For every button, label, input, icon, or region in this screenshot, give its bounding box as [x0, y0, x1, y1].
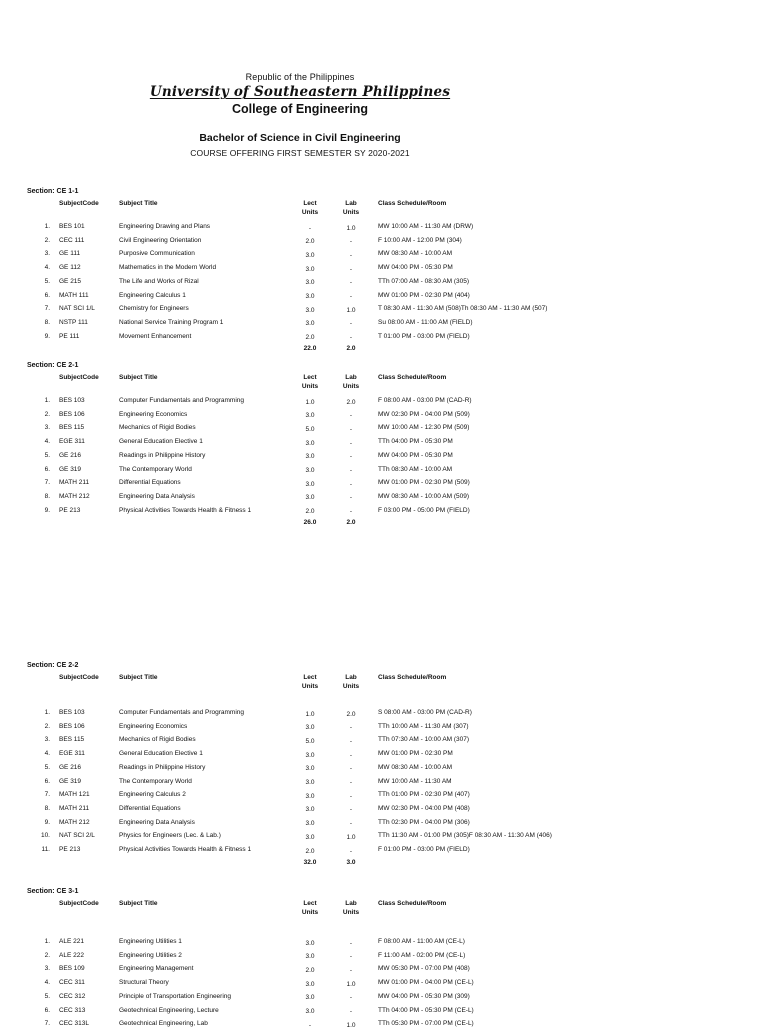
lecture-units: 3.0 — [305, 480, 315, 488]
subject-code: GE 319 — [59, 465, 82, 473]
subject-code: GE 111 — [59, 250, 81, 258]
course-row — [0, 250, 768, 263]
header-lect-units: Lect — [303, 200, 317, 207]
lab-units: 2.0 — [346, 398, 356, 406]
document-header — [0, 72, 600, 158]
lecture-units: 1.0 — [305, 398, 315, 406]
row-number: 11. — [41, 846, 50, 853]
header-schedule: Class Schedule/Room — [378, 900, 447, 907]
subject-code: MATH 111 — [59, 291, 89, 299]
class-schedule: F 11:00 AM - 02:00 PM (CE-L) — [378, 951, 466, 959]
total-lecture-units: 22.0 — [303, 345, 317, 353]
row-number: 5. — [44, 763, 50, 771]
lab-units: - — [349, 724, 353, 732]
lecture-units: 3.0 — [305, 265, 315, 273]
row-number: 8. — [44, 492, 50, 500]
header-lect-units-2: Units — [301, 209, 319, 216]
row-number: 2. — [44, 410, 50, 418]
class-schedule: F 03:00 PM - 05:00 PM (FIELD) — [378, 506, 470, 514]
course-row — [0, 832, 768, 845]
lecture-units: 3.0 — [305, 439, 315, 447]
row-number: 4. — [44, 750, 50, 758]
lab-units: 1.0 — [346, 980, 356, 988]
header-lab-units: Lab — [345, 200, 357, 207]
lab-units: 1.0 — [346, 833, 356, 841]
total-lab-units: 2.0 — [346, 345, 356, 353]
subject-code: PE 111 — [59, 332, 80, 340]
lab-units: 1.0 — [346, 1021, 356, 1029]
row-number: 7. — [44, 305, 50, 313]
subject-code: EGE 311 — [59, 750, 85, 758]
subject-title: Mechanics of Rigid Bodies — [119, 424, 196, 432]
subject-title: Structural Theory — [119, 979, 169, 987]
row-number: 5. — [44, 451, 50, 459]
subject-code: ALE 221 — [59, 938, 84, 945]
course-row — [0, 965, 768, 978]
course-row — [0, 952, 768, 965]
row-number: 2. — [44, 951, 50, 959]
total-lecture-units: 26.0 — [303, 519, 317, 527]
total-lab-units: 3.0 — [346, 858, 356, 866]
course-row — [0, 805, 768, 818]
lecture-units: 2.0 — [305, 847, 315, 855]
lecture-units: 3.0 — [305, 1008, 315, 1015]
class-schedule: MW 08:30 AM - 10:00 AM — [378, 763, 453, 771]
subject-title: Engineering Utilities 2 — [119, 951, 182, 959]
subject-code: NAT SCI 2/L — [59, 832, 95, 840]
row-number: 1. — [44, 709, 50, 716]
lab-units: - — [349, 779, 353, 786]
subject-title: Geotechnical Engineering, Lab — [119, 1020, 208, 1028]
lecture-units: 2.0 — [305, 238, 315, 246]
header-lab-units-2: Units — [342, 909, 360, 916]
class-schedule: Su 08:00 AM - 11:00 AM (FIELD) — [378, 318, 473, 326]
course-row — [0, 709, 768, 722]
subject-title: Differential Equations — [119, 479, 181, 487]
subject-title: General Education Elective 1 — [119, 438, 203, 446]
lecture-units: 3.0 — [305, 412, 315, 420]
subject-title: Engineering Economics — [119, 410, 188, 418]
header-subject-title: Subject Title — [119, 900, 158, 907]
lecture-units: 3.0 — [305, 306, 315, 314]
total-lab-units: 2.0 — [346, 519, 356, 527]
class-schedule: TTh 02:30 PM - 04:00 PM (306) — [378, 818, 470, 826]
class-schedule: T 01:00 PM - 03:00 PM (FIELD) — [378, 332, 470, 340]
subject-code: CEC 111 — [59, 236, 85, 244]
lecture-units: 3.0 — [305, 953, 315, 961]
lab-units: - — [349, 751, 353, 759]
course-row — [0, 846, 768, 859]
lecture-units: 3.0 — [305, 980, 315, 988]
subject-code: GE 215 — [59, 277, 82, 285]
subject-title: Engineering Utilities 1 — [119, 938, 182, 945]
lecture-units: 3.0 — [305, 494, 315, 502]
totals-row — [0, 859, 768, 872]
university-name: University of Southeastern Philippines — [149, 84, 451, 100]
lecture-units: 3.0 — [305, 453, 315, 461]
class-schedule: MW 04:00 PM - 05:30 PM — [378, 264, 453, 272]
lecture-units: 3.0 — [305, 765, 315, 773]
course-row — [0, 305, 768, 318]
course-row — [0, 333, 768, 346]
lecture-units: 2.0 — [305, 966, 315, 974]
subject-title: Differential Equations — [119, 804, 181, 812]
lecture-units: 3.0 — [305, 751, 315, 759]
lab-units: - — [349, 265, 353, 273]
subject-code: CEC 313 — [59, 1006, 86, 1014]
row-number: 10. — [40, 832, 50, 840]
row-number: 8. — [44, 318, 50, 326]
class-schedule: MW 04:00 PM - 05:30 PM (309) — [378, 992, 470, 1000]
row-number: 7. — [44, 791, 50, 799]
course-row — [0, 223, 768, 236]
class-schedule: S 08:00 AM - 03:00 PM (CAD-R) — [378, 709, 472, 716]
header-lab-units-2: Units — [342, 383, 360, 390]
class-schedule: MW 01:00 PM - 02:30 PM (404) — [378, 291, 470, 299]
course-row — [0, 452, 768, 465]
subject-title: Mathematics in the Modern World — [119, 264, 217, 272]
row-number: 1. — [44, 223, 50, 230]
course-row — [0, 723, 768, 736]
subject-code: MATH 212 — [59, 492, 90, 500]
subject-title: Movement Enhancement — [119, 332, 192, 340]
row-number: 6. — [44, 1006, 50, 1014]
subject-title: Physical Activities Towards Health & Fitness 1 — [119, 506, 252, 514]
lecture-units: 3.0 — [305, 806, 315, 814]
class-schedule: T 08:30 AM - 11:30 AM (508)Th 08:30 AM - 11:30 AM (507) — [378, 305, 548, 313]
course-row — [0, 1020, 768, 1033]
lecture-units: - — [308, 224, 312, 232]
lecture-units: 3.0 — [305, 724, 315, 732]
lab-units: - — [349, 820, 353, 828]
course-row — [0, 479, 768, 492]
subject-code: PE 213 — [59, 506, 81, 514]
lab-units: - — [349, 765, 353, 773]
subject-title: Engineering Drawing and Plans — [119, 223, 211, 230]
row-number: 5. — [44, 277, 50, 285]
course-row — [0, 507, 768, 520]
class-schedule: TTh 04:00 PM - 05:30 PM (CE-L) — [378, 1006, 474, 1014]
lab-units: - — [349, 467, 353, 474]
lecture-units: 3.0 — [305, 792, 315, 800]
course-row — [0, 264, 768, 277]
class-schedule: MW 10:00 AM - 12:30 PM (509) — [378, 424, 470, 432]
lab-units: - — [349, 939, 353, 947]
header-schedule: Class Schedule/Room — [378, 374, 447, 381]
course-row — [0, 819, 768, 832]
header-lect-units: Lect — [303, 374, 317, 381]
subject-title: The Contemporary World — [119, 777, 192, 785]
subject-title: Principle of Transportation Engineering — [119, 992, 232, 1000]
lecture-units: 3.0 — [305, 279, 315, 287]
lab-units: - — [349, 508, 353, 516]
subject-code: NAT SCI 1/L — [59, 305, 95, 313]
subject-title: Engineering Economics — [119, 722, 188, 730]
subject-code: BES 115 — [59, 424, 85, 432]
lab-units: - — [349, 737, 353, 745]
subject-title: Civil Engineering Orientation — [119, 236, 202, 244]
subject-title: Computer Fundamentals and Programming — [119, 709, 245, 716]
program-name: Bachelor of Science in Civil Engineering — [199, 132, 401, 144]
header-lect-units-2: Units — [301, 909, 319, 916]
header-subject-code: SubjectCode — [59, 900, 99, 907]
lecture-units: 3.0 — [305, 467, 315, 474]
lab-units: - — [349, 439, 353, 447]
class-schedule: TTh 04:00 PM - 05:30 PM — [378, 438, 453, 446]
header-lab-units-2: Units — [342, 209, 360, 216]
lecture-units: - — [308, 1021, 312, 1029]
course-row — [0, 993, 768, 1006]
header-subject-code: SubjectCode — [59, 200, 99, 207]
lab-units: - — [349, 994, 353, 1002]
subject-code: BES 106 — [59, 722, 85, 730]
class-schedule: MW 01:00 PM - 02:30 PM (509) — [378, 479, 470, 487]
lecture-units: 3.0 — [305, 779, 315, 786]
course-row — [0, 1007, 768, 1020]
subject-code: EGE 311 — [59, 438, 85, 446]
subject-code: GE 216 — [59, 763, 82, 771]
course-row — [0, 791, 768, 804]
lab-units: - — [349, 966, 353, 974]
section-title: Section: CE 2-1 — [27, 362, 79, 369]
subject-code: GE 319 — [59, 777, 82, 785]
lecture-units: 3.0 — [305, 320, 315, 328]
header-schedule: Class Schedule/Room — [378, 200, 447, 207]
subject-code: PE 213 — [59, 846, 81, 853]
class-schedule: MW 08:30 AM - 10:00 AM — [378, 250, 453, 258]
class-schedule: TTh 08:30 AM - 10:00 AM — [378, 465, 453, 473]
header-lab-units-2: Units — [342, 683, 360, 690]
lab-units: - — [349, 953, 353, 961]
subject-title: Chemistry for Engineers — [119, 305, 189, 313]
class-schedule: MW 05:30 PM - 07:00 PM (408) — [378, 965, 470, 973]
class-schedule: TTh 01:00 PM - 02:30 PM (407) — [378, 791, 470, 799]
lab-units: - — [349, 425, 353, 433]
row-number: 3. — [44, 965, 50, 973]
header-subject-code: SubjectCode — [59, 674, 99, 681]
lecture-units: 3.0 — [305, 939, 315, 947]
course-row — [0, 938, 768, 951]
lecture-units: 5.0 — [305, 425, 315, 433]
lab-units: - — [349, 847, 353, 855]
totals-row — [0, 519, 768, 532]
class-schedule: F 08:00 AM - 11:00 AM (CE-L) — [378, 938, 465, 945]
row-number: 9. — [44, 506, 50, 514]
row-number: 2. — [44, 236, 50, 244]
subject-code: BES 103 — [59, 709, 85, 716]
lab-units: - — [349, 806, 353, 814]
subject-title: Engineering Calculus 1 — [119, 291, 186, 299]
course-row — [0, 397, 768, 410]
row-number: 6. — [44, 291, 50, 299]
subject-title: Physical Activities Towards Health & Fitness 1 — [119, 846, 252, 853]
subject-code: MATH 121 — [59, 791, 90, 799]
class-schedule: MW 02:30 PM - 04:00 PM (408) — [378, 804, 470, 812]
lab-units: - — [349, 480, 353, 488]
subject-title: The Life and Works of Rizal — [119, 277, 199, 285]
total-lecture-units: 32.0 — [303, 858, 317, 866]
course-row — [0, 466, 768, 479]
row-number: 2. — [44, 722, 50, 730]
class-schedule: F 08:00 AM - 03:00 PM (CAD-R) — [378, 397, 472, 404]
subject-title: The Contemporary World — [119, 465, 192, 473]
subject-code: MATH 211 — [59, 479, 90, 487]
subject-code: BES 109 — [59, 965, 85, 973]
subject-title: National Service Training Program 1 — [119, 318, 224, 326]
lecture-units: 3.0 — [305, 293, 315, 300]
lecture-units: 3.0 — [305, 820, 315, 828]
subject-title: Mechanics of Rigid Bodies — [119, 736, 196, 744]
lecture-units: 3.0 — [305, 251, 315, 259]
subject-title: Readings in Philippine History — [119, 451, 206, 459]
lecture-units: 1.0 — [305, 710, 315, 718]
course-row — [0, 237, 768, 250]
header-subject-code: SubjectCode — [59, 374, 99, 381]
subject-code: NSTP 111 — [59, 318, 88, 326]
subject-code: CEC 313L — [59, 1020, 89, 1028]
row-number: 3. — [44, 250, 50, 258]
section-title: Section: CE 3-1 — [27, 888, 79, 895]
lecture-units: 3.0 — [305, 833, 315, 841]
class-schedule: F 10:00 AM - 12:00 PM (304) — [378, 236, 462, 244]
class-schedule: MW 04:00 PM - 05:30 PM — [378, 451, 453, 459]
row-number: 6. — [44, 777, 50, 785]
row-number: 9. — [44, 332, 50, 340]
row-number: 4. — [44, 979, 50, 987]
totals-row — [0, 345, 768, 358]
lab-units: 1.0 — [346, 306, 356, 314]
lecture-units: 2.0 — [305, 508, 315, 516]
row-number: 5. — [44, 992, 50, 1000]
republic-line: Republic of the Philippines — [245, 72, 355, 82]
class-schedule: TTh 11:30 AM - 01:00 PM (305)F 08:30 AM - 11:30 AM (406) — [378, 832, 552, 840]
course-row — [0, 292, 768, 305]
lab-units: - — [349, 320, 353, 328]
row-number: 7. — [44, 1020, 50, 1028]
row-number: 9. — [44, 818, 50, 826]
class-schedule: MW 01:00 PM - 02:30 PM — [378, 750, 453, 758]
subject-title: Purposive Communication — [119, 250, 195, 258]
lecture-units: 3.0 — [305, 994, 315, 1002]
lecture-units: 2.0 — [305, 334, 315, 342]
subject-title: Engineering Calculus 2 — [119, 791, 186, 799]
lecture-units: 5.0 — [305, 737, 315, 745]
class-schedule: MW 02:30 PM - 04:00 PM (509) — [378, 410, 470, 418]
header-lect-units-2: Units — [301, 683, 319, 690]
header-subject-title: Subject Title — [119, 200, 158, 207]
class-schedule: MW 08:30 AM - 10:00 AM (509) — [378, 492, 470, 500]
header-subject-title: Subject Title — [119, 374, 158, 381]
subject-code: ALE 222 — [59, 951, 84, 959]
subject-title: Computer Fundamentals and Programming — [119, 397, 245, 404]
course-row — [0, 438, 768, 451]
header-lab-units: Lab — [345, 900, 357, 907]
lab-units: - — [349, 293, 353, 300]
row-number: 7. — [44, 479, 50, 487]
class-schedule: MW 01:00 PM - 04:00 PM (CE-L) — [378, 979, 474, 987]
course-row — [0, 411, 768, 424]
lab-units: - — [349, 494, 353, 502]
subject-code: GE 112 — [59, 264, 81, 272]
header-lect-units-2: Units — [301, 383, 319, 390]
subject-title: Engineering Data Analysis — [119, 818, 195, 826]
subject-code: BES 103 — [59, 397, 85, 404]
row-number: 4. — [44, 264, 50, 272]
row-number: 4. — [44, 438, 50, 446]
class-schedule: F 01:00 PM - 03:00 PM (FIELD) — [378, 846, 470, 853]
lab-units: - — [349, 412, 353, 420]
subject-code: BES 106 — [59, 410, 85, 418]
class-schedule: MW 10:00 AM - 11:30 AM — [378, 777, 452, 785]
class-schedule: TTh 05:30 PM - 07:00 PM (CE-L) — [378, 1020, 474, 1028]
header-schedule: Class Schedule/Room — [378, 674, 447, 681]
subject-code: BES 115 — [59, 736, 85, 744]
lab-units: - — [349, 1008, 353, 1015]
row-number: 8. — [44, 804, 50, 812]
course-row — [0, 979, 768, 992]
section-title: Section: CE 1-1 — [27, 188, 79, 195]
row-number: 1. — [44, 397, 50, 404]
course-row — [0, 493, 768, 506]
lab-units: - — [349, 238, 353, 246]
lab-units: 2.0 — [346, 710, 356, 718]
course-row — [0, 319, 768, 332]
row-number: 3. — [44, 736, 50, 744]
subject-title: Engineering Management — [119, 965, 194, 973]
subject-title: Geotechnical Engineering, Lecture — [119, 1006, 219, 1014]
row-number: 1. — [44, 938, 50, 945]
lab-units: - — [349, 453, 353, 461]
lab-units: - — [349, 334, 353, 342]
course-row — [0, 778, 768, 791]
class-schedule: TTh 10:00 AM - 11:30 AM (307) — [378, 722, 469, 730]
lab-units: - — [349, 279, 353, 287]
course-row — [0, 278, 768, 291]
course-row — [0, 750, 768, 763]
subject-code: CEC 312 — [59, 992, 86, 1000]
subject-title: General Education Elective 1 — [119, 750, 203, 758]
lab-units: - — [349, 251, 353, 259]
subject-title: Physics for Engineers (Lec. & Lab.) — [119, 832, 221, 840]
lab-units: 1.0 — [346, 224, 356, 232]
class-schedule: MW 10:00 AM - 11:30 AM (DRW) — [378, 223, 474, 230]
subject-code: MATH 212 — [59, 818, 90, 826]
subject-code: GE 216 — [59, 451, 82, 459]
subject-title: Readings in Philippine History — [119, 763, 206, 771]
class-schedule: TTh 07:00 AM - 08:30 AM (305) — [378, 277, 470, 285]
section-title: Section: CE 2-2 — [27, 662, 79, 669]
header-subject-title: Subject Title — [119, 674, 158, 681]
subject-title: Engineering Data Analysis — [119, 492, 195, 500]
offering-title: COURSE OFFERING FIRST SEMESTER SY 2020-2021 — [190, 148, 410, 158]
row-number: 6. — [44, 465, 50, 473]
course-row — [0, 764, 768, 777]
subject-code: MATH 211 — [59, 804, 90, 812]
header-lab-units: Lab — [345, 374, 357, 381]
college-name: College of Engineering — [231, 102, 369, 116]
header-lab-units: Lab — [345, 674, 357, 681]
class-schedule: TTh 07:30 AM - 10:00 AM (307) — [378, 736, 470, 744]
course-row — [0, 736, 768, 749]
lab-units: - — [349, 792, 353, 800]
subject-code: BES 101 — [59, 223, 85, 230]
subject-code: CEC 311 — [59, 979, 85, 987]
row-number: 3. — [44, 424, 50, 432]
course-row — [0, 424, 768, 437]
header-lect-units: Lect — [303, 674, 317, 681]
header-lect-units: Lect — [303, 900, 317, 907]
